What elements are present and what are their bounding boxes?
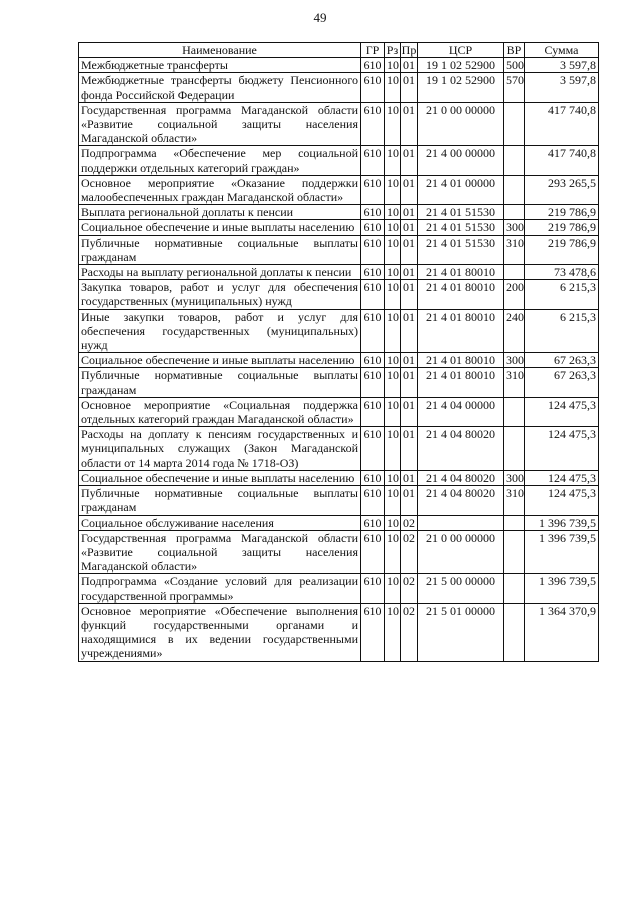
cell-rz: 10 bbox=[385, 146, 401, 175]
table-row bbox=[79, 603, 599, 661]
table-row bbox=[79, 470, 599, 485]
cell-vr: 240 bbox=[504, 309, 525, 353]
cell-gr: 610 bbox=[361, 427, 385, 471]
cell-name: Публичные нормативные социальные выплаты гражданам bbox=[79, 368, 361, 397]
cell-pr: 01 bbox=[401, 309, 418, 353]
cell-pr: 01 bbox=[401, 353, 418, 368]
table-row bbox=[79, 235, 599, 264]
cell-vr: 570 bbox=[504, 73, 525, 102]
cell-csr: 21 4 01 80010 bbox=[418, 280, 504, 309]
cell-rz: 10 bbox=[385, 280, 401, 309]
cell-name: Основное мероприятие «Социальная поддержка отдельных категорий граждан Магаданской области» bbox=[79, 397, 361, 426]
cell-gr: 610 bbox=[361, 530, 385, 574]
cell-sum: 124 475,3 bbox=[525, 397, 599, 426]
cell-name: Выплата региональной доплаты к пенсии bbox=[79, 205, 361, 220]
cell-gr: 610 bbox=[361, 235, 385, 264]
table-header bbox=[79, 43, 599, 58]
budget-table bbox=[78, 42, 599, 662]
table-row bbox=[79, 146, 599, 175]
cell-csr: 21 0 00 00000 bbox=[418, 530, 504, 574]
cell-name: Социальное обеспечение и иные выплаты населению bbox=[79, 220, 361, 235]
cell-csr: 21 4 01 00000 bbox=[418, 175, 504, 204]
cell-pr: 01 bbox=[401, 486, 418, 515]
cell-gr: 610 bbox=[361, 102, 385, 146]
cell-gr: 610 bbox=[361, 309, 385, 353]
cell-rz: 10 bbox=[385, 603, 401, 661]
cell-vr bbox=[504, 515, 525, 530]
cell-gr: 610 bbox=[361, 470, 385, 485]
table-row bbox=[79, 530, 599, 574]
header-gr: ГР bbox=[361, 43, 385, 58]
cell-csr: 19 1 02 52900 bbox=[418, 58, 504, 73]
header-pr: Пр bbox=[401, 43, 417, 57]
cell-rz: 10 bbox=[385, 530, 401, 574]
cell-vr bbox=[504, 175, 525, 204]
table-row bbox=[79, 220, 599, 235]
cell-pr: 02 bbox=[401, 603, 418, 661]
cell-csr: 21 4 04 80020 bbox=[418, 486, 504, 515]
cell-rz: 10 bbox=[385, 486, 401, 515]
cell-rz: 10 bbox=[385, 515, 401, 530]
cell-vr bbox=[504, 603, 525, 661]
cell-vr bbox=[504, 102, 525, 146]
cell-vr: 300 bbox=[504, 220, 525, 235]
table-row bbox=[79, 486, 599, 515]
cell-rz: 10 bbox=[385, 102, 401, 146]
table-row bbox=[79, 353, 599, 368]
cell-csr bbox=[418, 515, 504, 530]
cell-pr: 01 bbox=[401, 146, 418, 175]
cell-sum: 1 396 739,5 bbox=[525, 530, 599, 574]
cell-gr: 610 bbox=[361, 220, 385, 235]
cell-csr: 21 4 01 51530 bbox=[418, 220, 504, 235]
cell-csr: 21 4 01 80010 bbox=[418, 265, 504, 280]
cell-csr: 21 4 01 80010 bbox=[418, 368, 504, 397]
cell-rz: 10 bbox=[385, 205, 401, 220]
cell-rz: 10 bbox=[385, 574, 401, 603]
cell-name: Публичные нормативные социальные выплаты гражданам bbox=[79, 235, 361, 264]
cell-vr: 300 bbox=[504, 470, 525, 485]
cell-rz: 10 bbox=[385, 368, 401, 397]
cell-sum: 124 475,3 bbox=[525, 470, 599, 485]
header-row bbox=[79, 43, 599, 58]
cell-pr: 01 bbox=[401, 73, 418, 102]
cell-sum: 219 786,9 bbox=[525, 235, 599, 264]
cell-rz: 10 bbox=[385, 58, 401, 73]
cell-gr: 610 bbox=[361, 146, 385, 175]
table-body bbox=[79, 58, 599, 661]
cell-gr: 610 bbox=[361, 205, 385, 220]
cell-sum: 67 263,3 bbox=[525, 368, 599, 397]
cell-sum: 73 478,6 bbox=[525, 265, 599, 280]
cell-pr: 02 bbox=[401, 515, 418, 530]
cell-rz: 10 bbox=[385, 265, 401, 280]
cell-pr: 01 bbox=[401, 397, 418, 426]
cell-vr bbox=[504, 397, 525, 426]
cell-name: Подпрограмма «Обеспечение мер социальной поддержки отдельных категорий граждан» bbox=[79, 146, 361, 175]
cell-csr: 21 4 01 80010 bbox=[418, 309, 504, 353]
cell-name: Закупка товаров, работ и услуг для обеспечения государственных (муниципальных) нужд bbox=[79, 280, 361, 309]
cell-csr: 21 0 00 00000 bbox=[418, 102, 504, 146]
cell-pr: 01 bbox=[401, 368, 418, 397]
cell-sum: 293 265,5 bbox=[525, 175, 599, 204]
cell-sum: 417 740,8 bbox=[525, 146, 599, 175]
cell-csr: 21 5 00 00000 bbox=[418, 574, 504, 603]
cell-csr: 19 1 02 52900 bbox=[418, 73, 504, 102]
cell-pr: 01 bbox=[401, 470, 418, 485]
table-row bbox=[79, 368, 599, 397]
cell-gr: 610 bbox=[361, 265, 385, 280]
header-sum: Сумма bbox=[525, 43, 599, 58]
cell-sum: 219 786,9 bbox=[525, 220, 599, 235]
cell-name: Расходы на доплату к пенсиям государственных и муниципальных служащих (Закон Магаданской области от 14 марта 2014 года № 1718-ОЗ) bbox=[79, 427, 361, 471]
cell-sum: 6 215,3 bbox=[525, 280, 599, 309]
cell-sum: 1 396 739,5 bbox=[525, 574, 599, 603]
table-row bbox=[79, 102, 599, 146]
cell-pr: 01 bbox=[401, 265, 418, 280]
cell-pr: 01 bbox=[401, 220, 418, 235]
cell-rz: 10 bbox=[385, 235, 401, 264]
cell-pr: 02 bbox=[401, 574, 418, 603]
cell-vr bbox=[504, 574, 525, 603]
cell-name: Основное мероприятие «Оказание поддержки малообеспеченных граждан Магаданской области» bbox=[79, 175, 361, 204]
cell-pr: 01 bbox=[401, 102, 418, 146]
cell-name: Иные закупки товаров, работ и услуг для обеспечения государственных (муниципальных) нужд bbox=[79, 309, 361, 353]
table-row bbox=[79, 58, 599, 73]
table-row bbox=[79, 205, 599, 220]
cell-name: Социальное обслуживание населения bbox=[79, 515, 361, 530]
cell-name: Государственная программа Магаданской области «Развитие социальной защиты населения Магаданской области» bbox=[79, 102, 361, 146]
cell-gr: 610 bbox=[361, 368, 385, 397]
cell-vr bbox=[504, 205, 525, 220]
cell-name: Социальное обеспечение и иные выплаты населению bbox=[79, 353, 361, 368]
cell-csr: 21 4 00 00000 bbox=[418, 146, 504, 175]
cell-rz: 10 bbox=[385, 470, 401, 485]
cell-sum: 67 263,3 bbox=[525, 353, 599, 368]
cell-csr: 21 4 04 80020 bbox=[418, 470, 504, 485]
cell-gr: 610 bbox=[361, 515, 385, 530]
cell-vr bbox=[504, 265, 525, 280]
table-row bbox=[79, 280, 599, 309]
cell-sum: 1 364 370,9 bbox=[525, 603, 599, 661]
cell-csr: 21 4 04 00000 bbox=[418, 397, 504, 426]
table-row bbox=[79, 175, 599, 204]
cell-rz: 10 bbox=[385, 73, 401, 102]
cell-vr: 200 bbox=[504, 280, 525, 309]
page-number: 49 bbox=[313, 10, 327, 25]
cell-name: Расходы на выплату региональной доплаты к пенсии bbox=[79, 265, 361, 280]
cell-gr: 610 bbox=[361, 73, 385, 102]
cell-csr: 21 4 04 80020 bbox=[418, 427, 504, 471]
cell-sum: 3 597,8 bbox=[525, 58, 599, 73]
cell-vr: 500 bbox=[504, 58, 525, 73]
cell-sum: 417 740,8 bbox=[525, 102, 599, 146]
cell-name: Публичные нормативные социальные выплаты гражданам bbox=[79, 486, 361, 515]
cell-sum: 124 475,3 bbox=[525, 427, 599, 471]
cell-rz: 10 bbox=[385, 427, 401, 471]
cell-pr: 02 bbox=[401, 530, 418, 574]
cell-gr: 610 bbox=[361, 486, 385, 515]
cell-gr: 610 bbox=[361, 58, 385, 73]
cell-pr: 01 bbox=[401, 280, 418, 309]
cell-rz: 10 bbox=[385, 353, 401, 368]
cell-vr bbox=[504, 146, 525, 175]
cell-gr: 610 bbox=[361, 280, 385, 309]
cell-pr: 01 bbox=[401, 427, 418, 471]
table-row bbox=[79, 574, 599, 603]
cell-vr bbox=[504, 530, 525, 574]
cell-gr: 610 bbox=[361, 175, 385, 204]
cell-pr: 01 bbox=[401, 58, 418, 73]
cell-name: Межбюджетные трансферты bbox=[79, 58, 361, 73]
cell-csr: 21 5 01 00000 bbox=[418, 603, 504, 661]
cell-rz: 10 bbox=[385, 220, 401, 235]
cell-name: Государственная программа Магаданской области «Развитие социальной защиты населения Магаданской области» bbox=[79, 530, 361, 574]
cell-vr: 310 bbox=[504, 368, 525, 397]
header-csr: ЦСР bbox=[418, 43, 504, 58]
cell-rz: 10 bbox=[385, 309, 401, 353]
cell-csr: 21 4 01 51530 bbox=[418, 235, 504, 264]
table-row bbox=[79, 397, 599, 426]
table-row bbox=[79, 309, 599, 353]
cell-gr: 610 bbox=[361, 574, 385, 603]
cell-name: Подпрограмма «Создание условий для реализации государственной программы» bbox=[79, 574, 361, 603]
table-row bbox=[79, 427, 599, 471]
table-row bbox=[79, 73, 599, 102]
cell-gr: 610 bbox=[361, 603, 385, 661]
cell-pr: 01 bbox=[401, 205, 418, 220]
cell-name: Социальное обеспечение и иные выплаты населению bbox=[79, 470, 361, 485]
cell-name: Межбюджетные трансферты бюджету Пенсионного фонда Российской Федерации bbox=[79, 73, 361, 102]
cell-pr: 01 bbox=[401, 175, 418, 204]
cell-sum: 219 786,9 bbox=[525, 205, 599, 220]
cell-name: Основное мероприятие «Обеспечение выполнения функций государственными органами и находящимися в их ведении государственными учреждениями» bbox=[79, 603, 361, 661]
cell-vr: 310 bbox=[504, 486, 525, 515]
header-vr: ВР bbox=[504, 43, 525, 58]
cell-sum: 1 396 739,5 bbox=[525, 515, 599, 530]
table-row bbox=[79, 515, 599, 530]
cell-gr: 610 bbox=[361, 397, 385, 426]
table-row bbox=[79, 265, 599, 280]
cell-rz: 10 bbox=[385, 397, 401, 426]
cell-sum: 3 597,8 bbox=[525, 73, 599, 102]
cell-vr: 300 bbox=[504, 353, 525, 368]
cell-rz: 10 bbox=[385, 175, 401, 204]
cell-csr: 21 4 01 80010 bbox=[418, 353, 504, 368]
cell-vr: 310 bbox=[504, 235, 525, 264]
cell-pr: 01 bbox=[401, 235, 418, 264]
cell-gr: 610 bbox=[361, 353, 385, 368]
header-name: Наименование bbox=[79, 43, 361, 58]
header-rz: Рз bbox=[385, 43, 401, 58]
cell-vr bbox=[504, 427, 525, 471]
cell-csr: 21 4 01 51530 bbox=[418, 205, 504, 220]
cell-sum: 6 215,3 bbox=[525, 309, 599, 353]
cell-sum: 124 475,3 bbox=[525, 486, 599, 515]
